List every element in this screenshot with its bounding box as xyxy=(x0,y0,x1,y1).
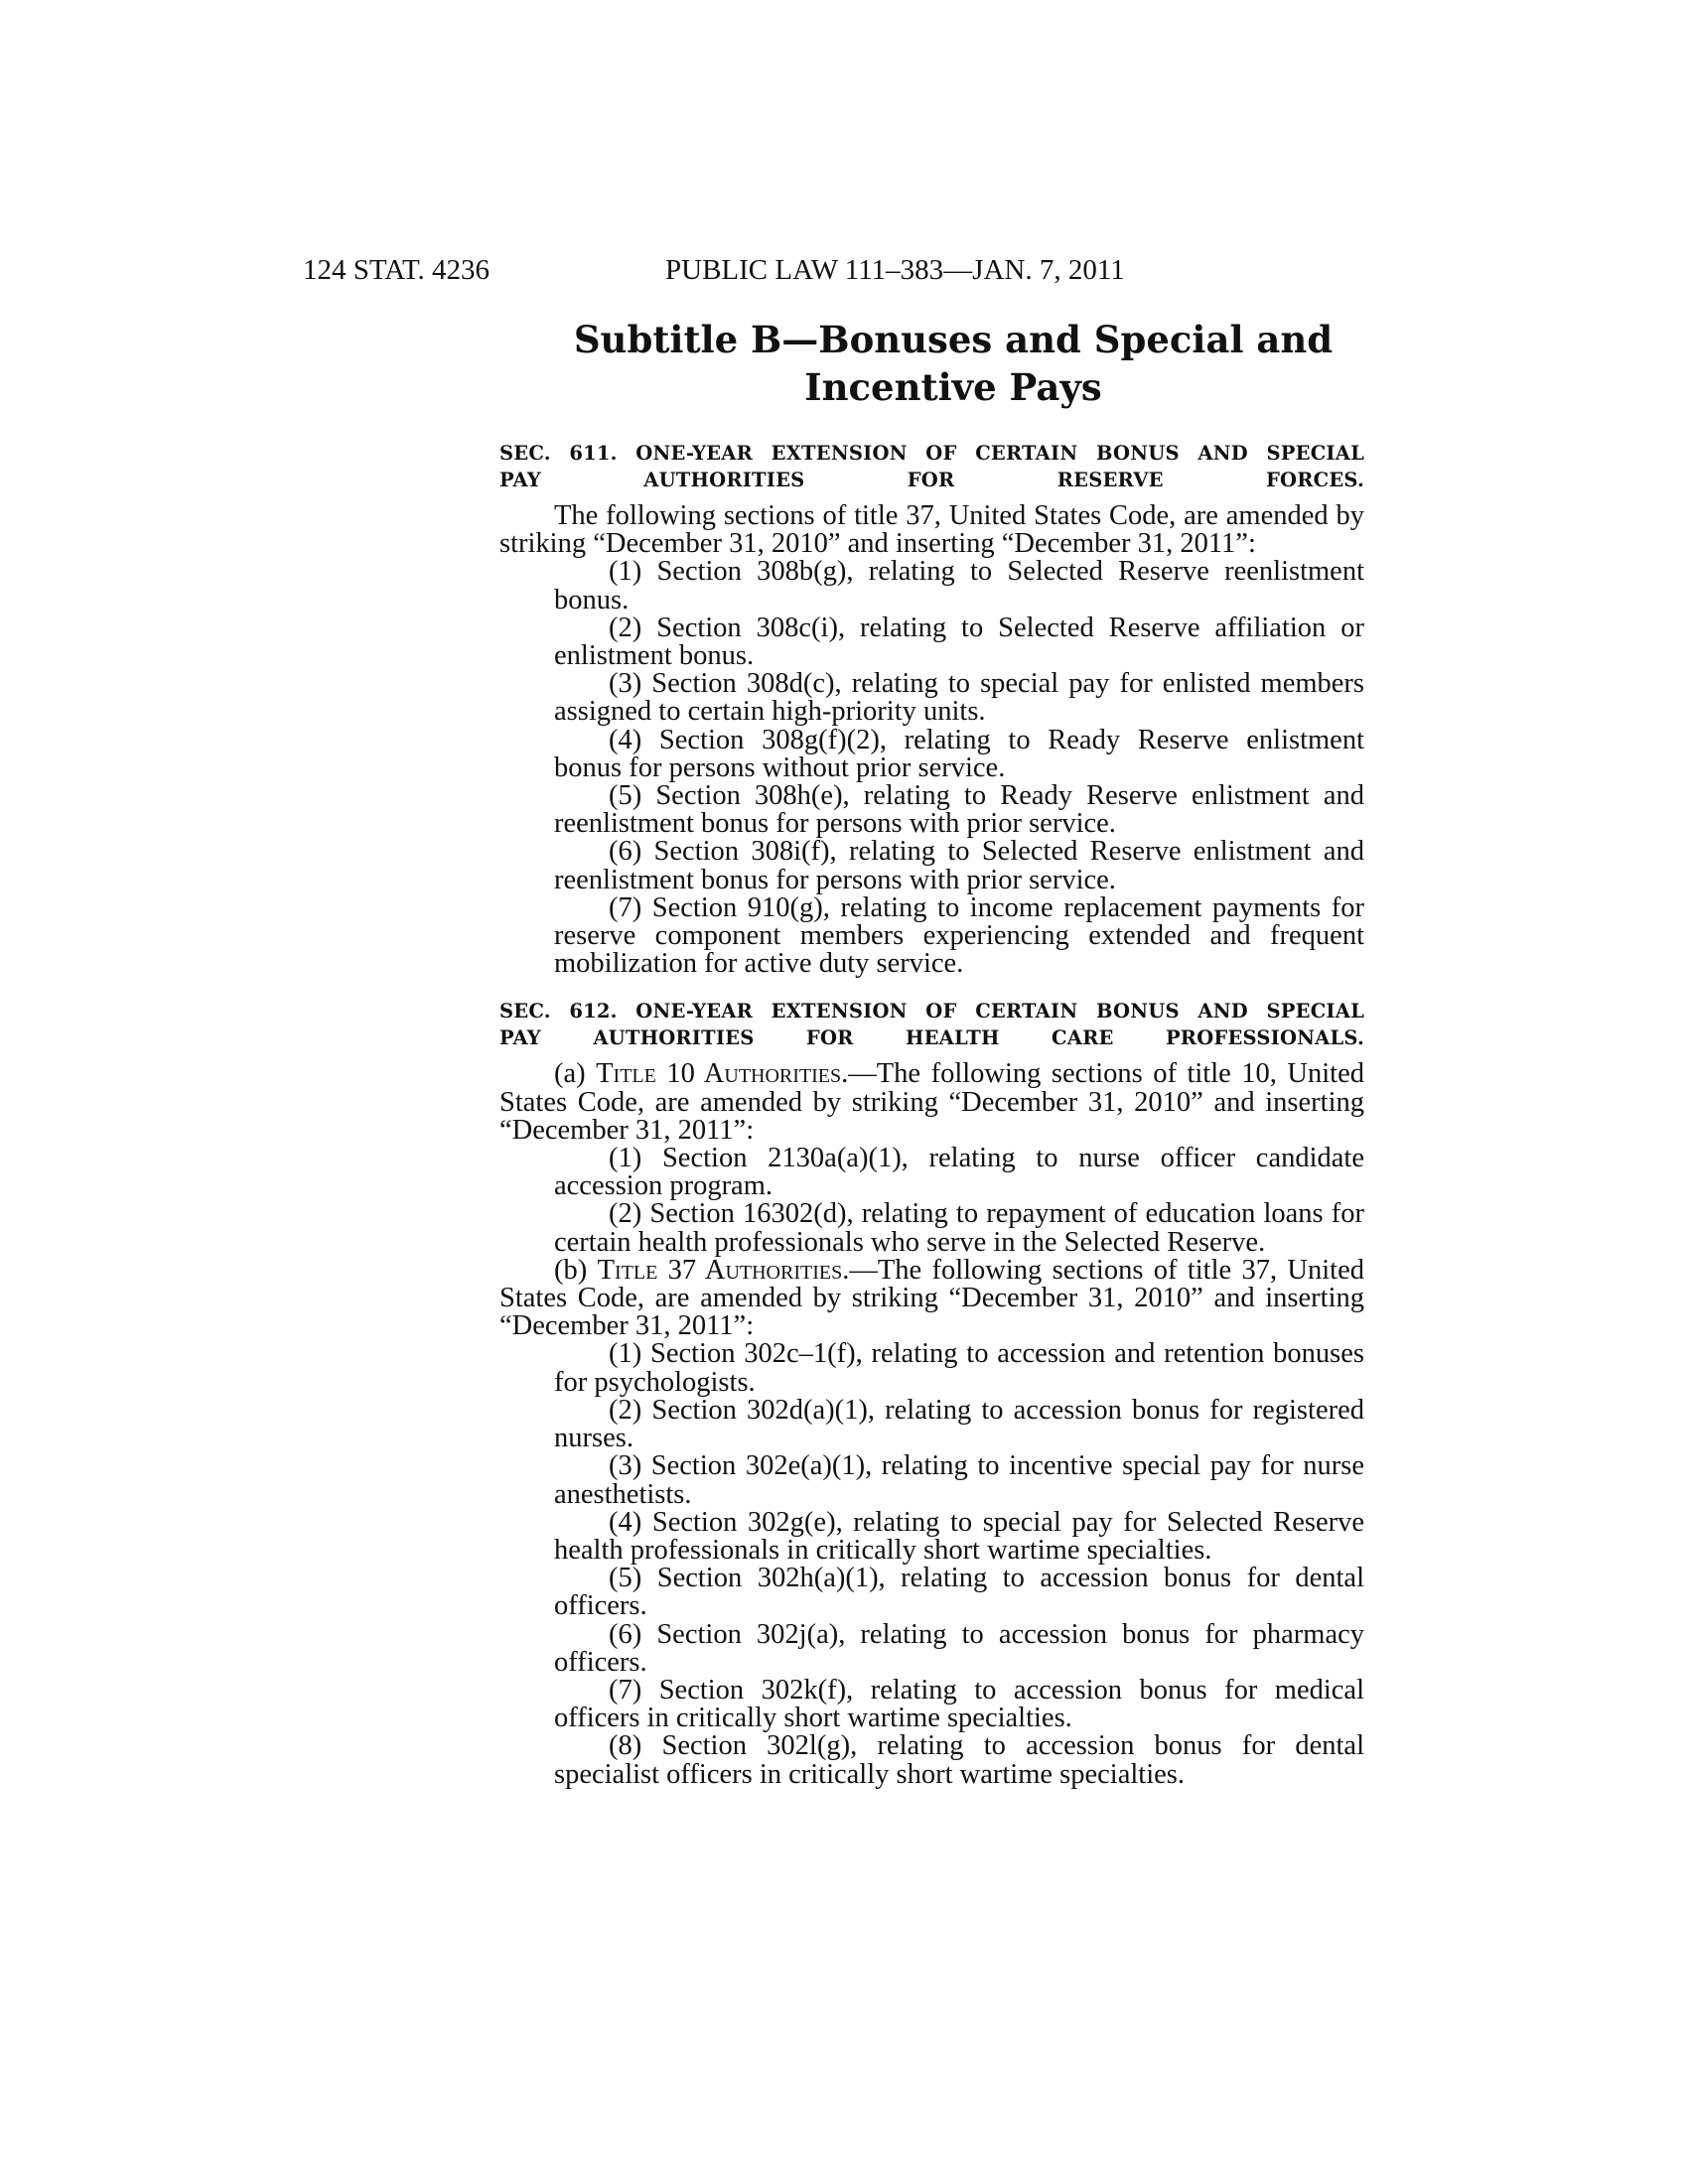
list-item: (8) Section 302l(g), relating to accession bonus for dental specialist officers in critically short wartime specialties. xyxy=(554,1730,1364,1790)
subsection-a-text: .—The following sections of title 10, United States Code, are amended by striking “December 31, 2010” and inserting “December 31, 2011”: xyxy=(499,1058,1364,1146)
list-item: (2) Section 302d(a)(1), relating to accession bonus for registered nurses. xyxy=(554,1394,1364,1454)
sec-612-heading xyxy=(499,998,1364,1051)
subsection-a-label: (a) xyxy=(554,1058,597,1090)
list-item: (6) Section 302j(a), relating to accession bonus for pharmacy officers. xyxy=(554,1618,1364,1678)
subsection-b-text: .—The following sections of title 37, United States Code, are amended by striking “December 31, 2010” and inserting “December 31, 2011”: xyxy=(499,1254,1365,1342)
list-item: (7) Section 302k(f), relating to accession bonus for medical officers in critically short wartime specialties. xyxy=(554,1674,1364,1734)
list-item: (5) Section 308h(e), relating to Ready Reserve enlistment and reenlistment bonus for persons with prior service. xyxy=(554,780,1364,840)
subsection-a xyxy=(499,1060,1364,1145)
subtitle-heading xyxy=(501,316,1405,411)
list-item: (4) Section 308g(f)(2), relating to Ready Reserve enlistment bonus for persons without prior service. xyxy=(554,724,1364,783)
law-reference: PUBLIC LAW 111–383—JAN. 7, 2011 xyxy=(665,254,1125,286)
sec-611-heading-line-2: PAY AUTHORITIES FOR RESERVE FORCES. xyxy=(499,469,1364,491)
list-item: (1) Section 308b(g), relating to Selected Reserve reenlistment bonus. xyxy=(554,556,1364,615)
sec-612-heading-line-2: PAY AUTHORITIES FOR HEALTH CARE PROFESSIONALS. xyxy=(499,1026,1364,1050)
list-item: (7) Section 910(g), relating to income replacement payments for reserve component members experiencing extended and frequent mobilization for active duty service. xyxy=(554,891,1364,980)
list-item: (4) Section 302g(e), relating to special pay for Selected Reserve health professionals in critically short wartime specialties. xyxy=(554,1506,1364,1566)
list-item: (2) Section 16302(d), relating to repayment of education loans for certain health professionals who serve in the Selected Reserve. xyxy=(554,1198,1364,1258)
list-item: (5) Section 302h(a)(1), relating to accession bonus for dental officers. xyxy=(554,1563,1364,1622)
subsection-b-heading: Title 37 Authorities xyxy=(597,1254,843,1286)
list-item: (3) Section 308d(c), relating to special pay for enlisted members assigned to certain high-priority units. xyxy=(554,668,1364,728)
subtitle-line-1: Subtitle B—Bonuses and Special and xyxy=(573,318,1334,361)
subsection-b-label: (b) xyxy=(554,1254,598,1286)
page-number: 124 STAT. 4236 xyxy=(303,254,491,286)
subsection-b xyxy=(499,1254,1365,1342)
list-item: (1) Section 302c–1(f), relating to accession and retention bonuses for psychologists. xyxy=(554,1338,1364,1398)
sec-611-intro: The following sections of title 37, United States Code, are amended by striking “December 31, 2010” and inserting “December 31, 2011”: xyxy=(499,500,1364,560)
list-item: (2) Section 308c(i), relating to Selected Reserve affiliation or enlistment bonus. xyxy=(554,612,1364,672)
subsection-a-heading: Title 10 Authorities xyxy=(596,1058,842,1090)
list-item: (1) Section 2130a(a)(1), relating to nurse officer candidate accession program. xyxy=(554,1143,1364,1202)
sec-611-heading-line-1: SEC. 611. ONE-YEAR EXTENSION OF CERTAIN BONUS AND SPECIAL xyxy=(499,442,1364,465)
list-item: (6) Section 308i(f), relating to Selected Reserve enlistment and reenlistment bonus for persons with prior service. xyxy=(554,836,1364,895)
running-head xyxy=(303,250,1395,290)
subtitle-line-2: Incentive Pays xyxy=(804,365,1102,409)
list-item: (3) Section 302e(a)(1), relating to incentive special pay for nurse anesthetists. xyxy=(554,1450,1364,1510)
sec-611-heading xyxy=(499,440,1364,493)
document-body xyxy=(499,440,1364,1789)
sec-612-heading-line-1: SEC. 612. ONE-YEAR EXTENSION OF CERTAIN BONUS AND SPECIAL xyxy=(499,1000,1364,1024)
